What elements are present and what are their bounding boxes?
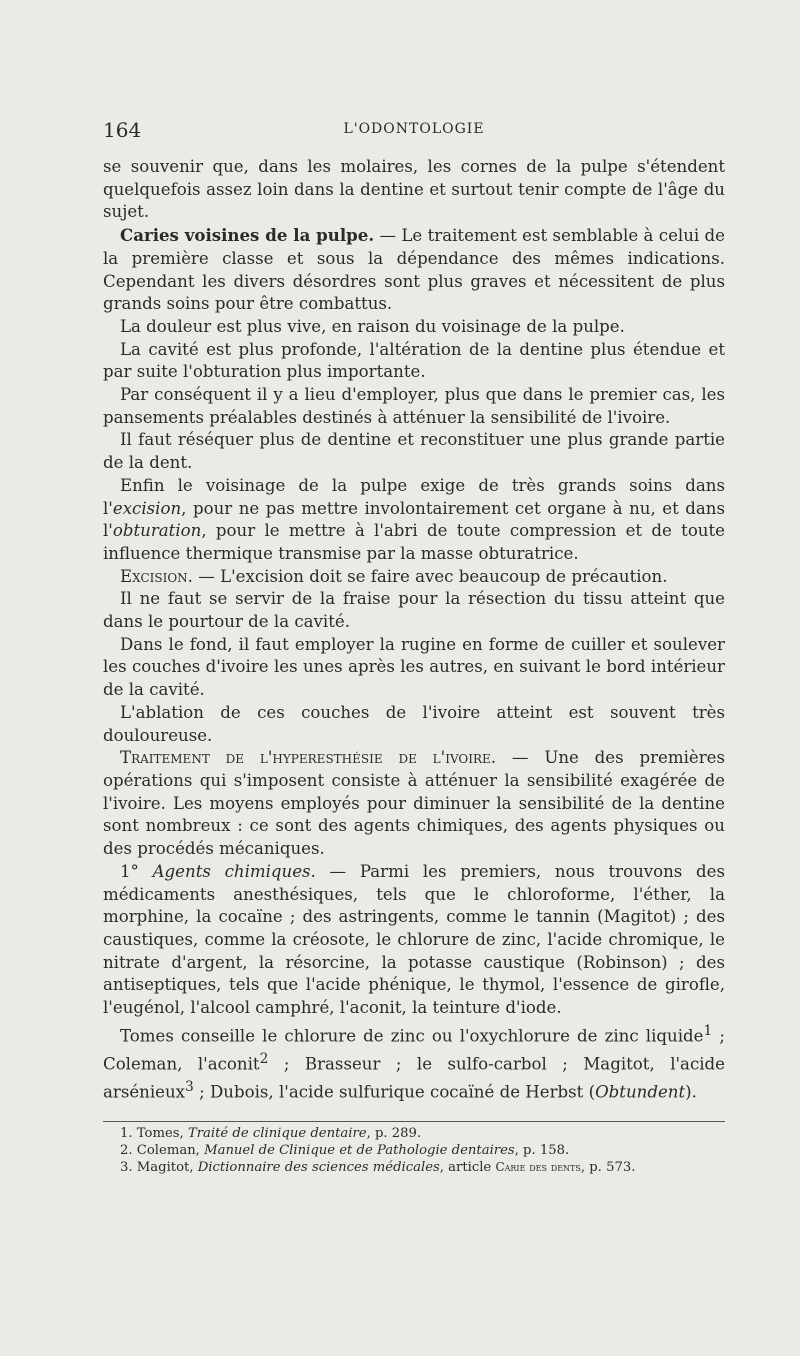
paragraph: Tomes conseille le chlorure de zinc ou l'oxychlorure de zinc liquide$^1$ ; Coleman, l'aconit$^2$ ; Brasseur ; le sulfo-carbol ; Magitot, l'acide arsénieux$^3$ ; Dubois, l'acide sulfurique cocaïné de Herbst (Obtundent). <box>103 1022 725 1102</box>
footnote: 1. Tomes, Traité de clinique dentaire, p. 289. <box>120 1126 422 1141</box>
paragraph: La cavité est plus profonde, l'altération de la dentine plus étendue et par suite l'obturation plus importante. <box>103 339 725 382</box>
footnote: 2. Coleman, Manuel de Clinique et de Pathologie dentaires, p. 158. <box>120 1142 570 1158</box>
paragraph: L'ablation de ces couches de l'ivoire atteint est souvent très douloureuse. <box>103 702 725 745</box>
footnote-divider <box>103 1121 725 1122</box>
section-heading: Excision. <box>120 566 193 586</box>
paragraph-excision: Excision. — L'excision doit se faire avec beaucoup de précaution. <box>120 566 668 586</box>
section-heading: Traitement de l'hyperesthésie de l'ivoire. <box>120 748 497 768</box>
paragraph-traitement: Traitement de l'hyperesthésie de l'ivoire. — Une des premières opérations qui s'imposent consiste à atténuer la sensibilité exagérée de l'ivoire. Les moyens employés pour diminuer la sensibilité de la dentine sont nombreux : ce sont des agents chimiques, des agents physiques ou des procédés mécaniques. <box>103 748 725 859</box>
page-number: 164 <box>103 118 142 142</box>
paragraph: Il faut réséquer plus de dentine et reconstituer une plus grande partie de la dent. <box>103 430 725 473</box>
body-text <box>103 156 725 1104</box>
section-heading: Caries voisines de la pulpe. <box>120 225 375 246</box>
footnotes <box>103 1126 725 1177</box>
paragraph: Enfin le voisinage de la pulpe exige de très grands soins dans l'excision, pour ne pas mettre involontairement cet organe à nu, et dans l'obturation, pour le mettre à l'abri de toute compression et de toute influence thermique transmise par la masse obturatrice. <box>103 475 725 563</box>
footnote: 3. Magitot, Dictionnaire des sciences médicales, article Carie des dents, p. 573. <box>120 1160 636 1175</box>
footnote-ref: 3 <box>185 1079 194 1096</box>
paragraph: se souvenir que, dans les molaires, les cornes de la pulpe s'étendent quelquefois assez loin dans la dentine et surtout tenir compte de l'âge du sujet. <box>103 157 725 222</box>
paragraph-agents-chimiques: 1° Agents chimiques. — Parmi les premiers, nous trouvons des médicaments anesthésiques, tels que le chloroforme, l'éther, la morphine, la cocaïne ; des astringents, comme le tannin (Magitot) ; des caustiques, comme la créosote, le chlorure de zinc, l'acide chromique, le nitrate d'argent, la résorcine, la potasse caustique (Robinson) ; des antiseptiques, tels que l'acide phénique, le thymol, l'essence de girofle, l'eugénol, l'alcool camphré, l'aconit, la teinture d'iode. <box>103 861 725 1018</box>
paragraph-caries-voisines: Caries voisines de la pulpe. — Le traitement est semblable à celui de la première classe et sous la dépendance des mêmes indications. Cependant les divers désordres sont plus graves et nécessitent de plus grands soins pour être combattus. <box>103 225 725 314</box>
footnote-ref: 2 <box>259 1050 269 1067</box>
paragraph: Il ne faut se servir de la fraise pour la résection du tissu atteint que dans le pourtour de la cavité. <box>103 589 725 632</box>
subsection-heading: Agents chimiques. <box>152 861 316 881</box>
paragraph: La douleur est plus vive, en raison du voisinage de la pulpe. <box>120 316 625 336</box>
paragraph: Dans le fond, il faut employer la rugine en forme de cuiller et soulever les couches d'ivoire les unes après les autres, en suivant le bord intérieur de la cavité. <box>103 634 725 700</box>
paragraph: Par conséquent il y a lieu d'employer, plus que dans le premier cas, les pansements préalables destinés à atténuer la sensibilité de l'ivoire. <box>103 385 725 427</box>
running-title: L'ODONTOLOGIE <box>343 121 485 137</box>
footnote-ref: 1 <box>703 1022 713 1039</box>
page-header <box>103 118 725 142</box>
